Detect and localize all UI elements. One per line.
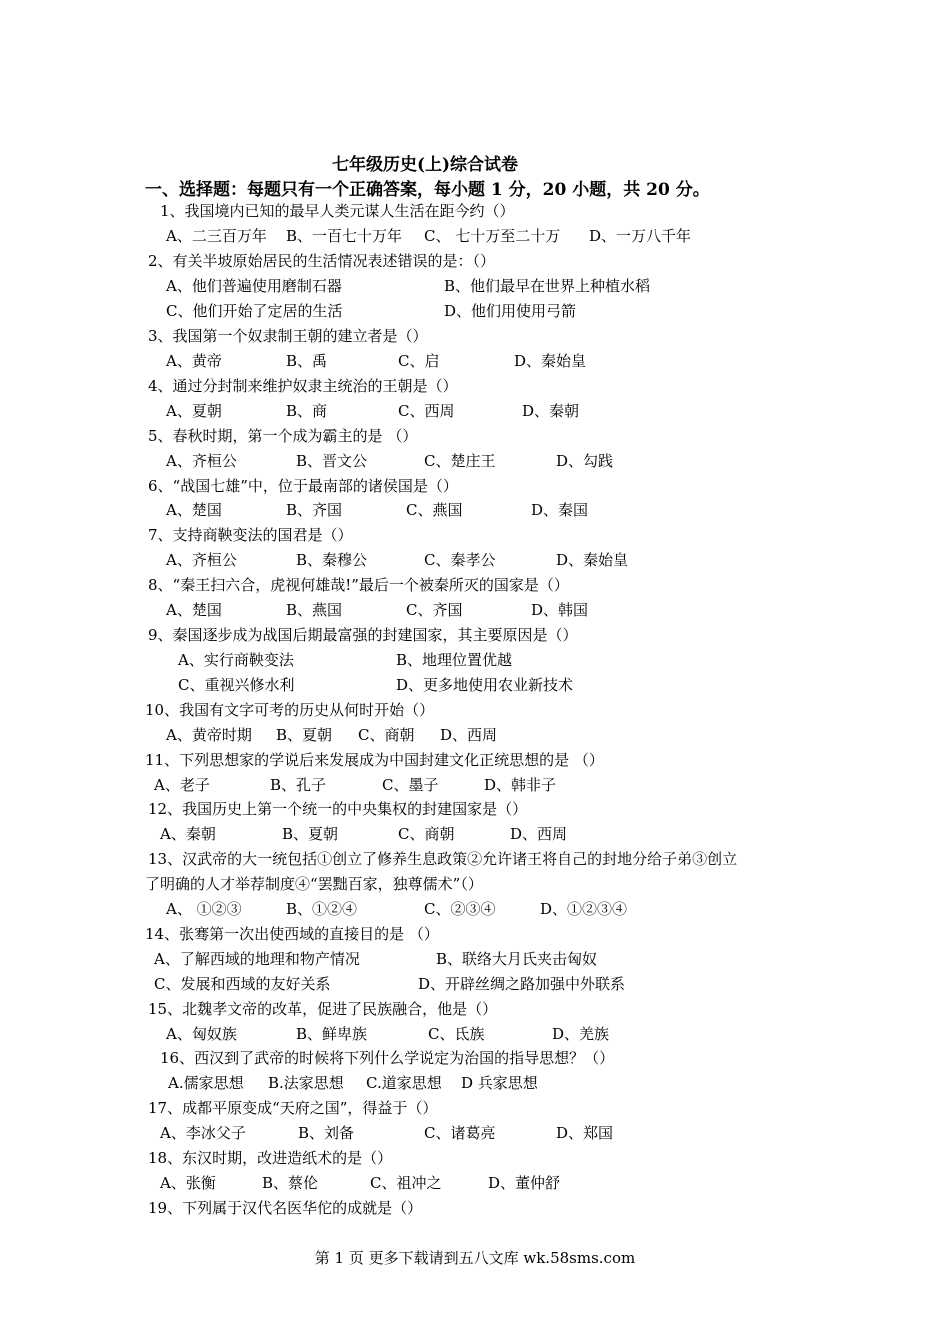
option: B、商 [286,402,328,420]
option: B、刘备 [298,1124,355,1142]
section-heading: 一、选择题：每题只有一个正确答案，每小题 1 分，20 小题，共 20 分。 [145,180,710,200]
option: C、墨子 [382,776,439,794]
option: A、李冰父子 [160,1124,246,1142]
option: D、勾践 [556,452,614,470]
option: C、齐国 [406,601,463,619]
option: B、他们最早在世界上种植水稻 [444,277,651,295]
option: C、西周 [398,402,455,420]
option: D、董仲舒 [488,1174,561,1192]
option: C、重视兴修水利 [178,676,295,694]
question-stem: 2、有关半坡原始居民的生活情况表述错误的是：（） [148,252,496,270]
option: A、楚国 [166,501,222,519]
option: D、秦国 [531,501,589,519]
question-stem: 4、通过分封制来维护奴隶主统治的王朝是（） [148,377,458,395]
option: D、秦朝 [522,402,580,420]
option: A、齐桓公 [166,452,237,470]
option: A、楚国 [166,601,222,619]
page-footer: 第 1 页 更多下载请到五八文库 wk.58sms.com [314,1249,636,1267]
option: D、秦始皇 [514,352,587,370]
option: D、一万八千年 [589,227,692,245]
option: B、蔡伦 [262,1174,319,1192]
question-stem: 18、东汉时期，改进造纸术的是（） [148,1149,393,1167]
option: A、 ①②③ [166,900,242,918]
option: D、开辟丝绸之路加强中外联系 [418,975,626,993]
option: B、燕国 [286,601,343,619]
option: D、①②③④ [540,900,628,918]
question-stem: 17、成都平原变成“天府之国”，得益于（） [148,1099,438,1117]
option: A、了解西域的地理和物产情况 [154,950,360,968]
option: C、发展和西域的友好关系 [154,975,331,993]
option: D、韩非子 [484,776,557,794]
option: C.道家思想 [366,1074,442,1092]
option: C、氐族 [428,1025,485,1043]
option: B、夏朝 [276,726,333,744]
question-stem: 11、下列思想家的学说后来发展成为中国封建文化正统思想的是 （） [145,751,604,769]
option: B、地理位置优越 [396,651,513,669]
option: D、郑国 [556,1124,614,1142]
option: C、 七十万至二十万 [424,227,561,245]
option: B.法家思想 [268,1074,344,1092]
option: A、秦朝 [160,825,216,843]
option: D、羌族 [552,1025,610,1043]
option: A、黄帝时期 [166,726,252,744]
option: C、②③④ [424,900,496,918]
option: B、①②④ [286,900,358,918]
option: C、商朝 [358,726,415,744]
option: A、张衡 [160,1174,216,1192]
option: C、诸葛亮 [424,1124,496,1142]
question-stem: 16、西汉到了武帝的时候将下列什么学说定为治国的指导思想？（） [160,1049,615,1067]
option: B、一百七十万年 [286,227,403,245]
option: B、夏朝 [282,825,339,843]
option: D、他们用使用弓箭 [444,302,577,320]
question-stem: 9、秦国逐步成为战国后期最富强的封建国家，其主要原因是（） [148,626,578,644]
option: A、他们普遍使用磨制石器 [166,277,342,295]
option: C、商朝 [398,825,455,843]
question-stem: 19、下列属于汉代名医华佗的成就是（） [148,1199,423,1217]
option: C、祖冲之 [370,1174,442,1192]
question-stem: 10、我国有文字可考的历史从何时开始（） [145,701,435,719]
option: A、齐桓公 [166,551,237,569]
option: B、齐国 [286,501,343,519]
option: D、西周 [510,825,568,843]
option: C、秦孝公 [424,551,496,569]
option: D、西周 [440,726,498,744]
option: A.儒家思想 [168,1074,244,1092]
option: B、秦穆公 [296,551,368,569]
question-stem: 了明确的人才举荐制度④“罢黜百家，独尊儒术”（） [145,875,483,893]
question-stem: 3、我国第一个奴隶制王朝的建立者是（） [148,327,428,345]
question-stem: 14、张骞第一次出使西域的直接目的是 （） [145,925,439,943]
question-stem: 5、春秋时期，第一个成为霸主的是 （） [148,427,418,445]
option: D 兵家思想 [461,1074,538,1092]
option: D、秦始皇 [556,551,629,569]
option: A、夏朝 [166,402,222,420]
option: C、楚庄王 [424,452,496,470]
option: B、禹 [286,352,328,370]
option: A、匈奴族 [166,1025,237,1043]
option: B、孔子 [270,776,327,794]
question-stem: 15、北魏孝文帝的改革，促进了民族融合，他是（） [148,1000,498,1018]
option: A、黄帝 [166,352,222,370]
question-stem: 8、“秦王扫六合，虎视何雄哉!”最后一个被秦所灭的国家是（） [148,576,569,594]
option: A、二三百万年 [166,227,267,245]
option: A、老子 [154,776,210,794]
question-stem: 13、汉武帝的大一统包括①创立了修养生息政策②允许诸王将自己的封地分给子弟③创立 [148,850,738,868]
option: C、他们开始了定居的生活 [166,302,343,320]
option: B、鲜卑族 [296,1025,368,1043]
option: D、更多地使用农业新技术 [396,676,574,694]
question-stem: 12、我国历史上第一个统一的中央集权的封建国家是（） [148,800,528,818]
option: C、燕国 [406,501,463,519]
option: D、韩国 [531,601,589,619]
option: B、晋文公 [296,452,368,470]
option: C、启 [398,352,440,370]
question-stem: 7、支持商鞅变法的国君是（） [148,526,353,544]
page-title: 七年级历史(上)综合试卷 [331,155,519,175]
question-stem: 1、我国境内已知的最早人类元谋人生活在距今约（） [160,202,515,220]
option: A、实行商鞅变法 [178,651,294,669]
option: B、联络大月氏夹击匈奴 [436,950,598,968]
question-stem: 6、“战国七雄”中，位于最南部的诸侯国是（） [148,477,458,495]
